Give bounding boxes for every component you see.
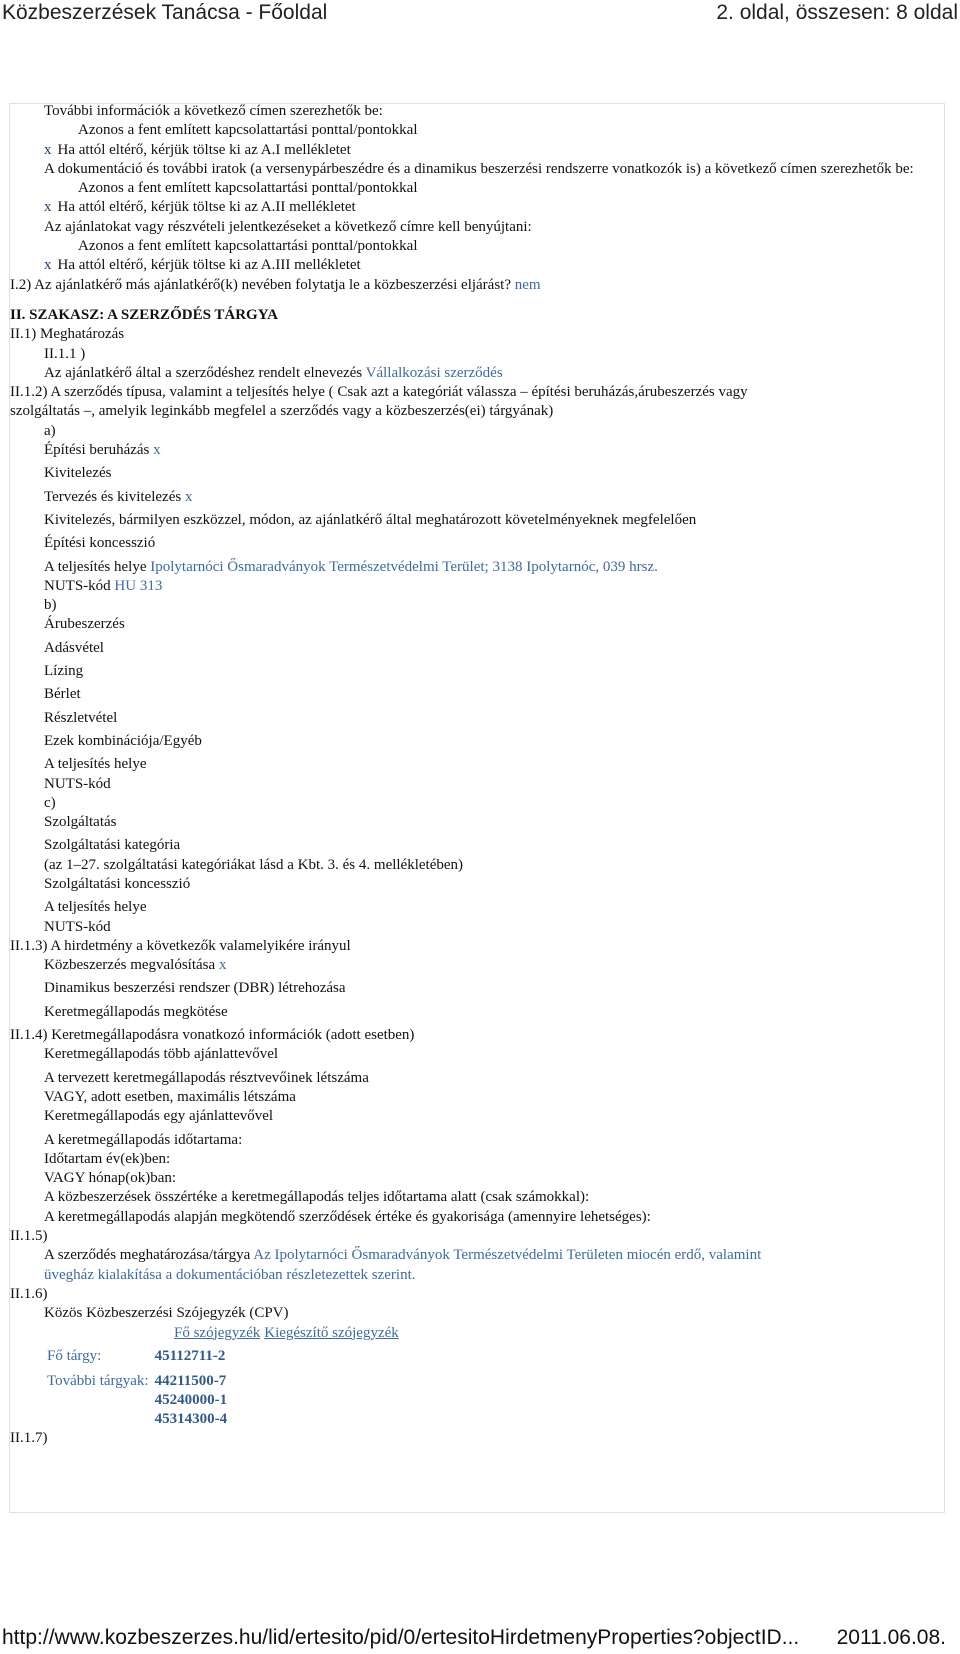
option-tervezes-kivitelezes (10, 488, 940, 507)
option-epitesi-beruhazas (10, 441, 940, 460)
document-body (10, 102, 940, 1448)
c-place-label: A teljesítés helye (44, 899, 147, 916)
b-nuts-label: NUTS-kód (44, 775, 111, 792)
diff-contact-text-3: Ha attól eltérő, kérjük töltse ki az A.III mellékletet (57, 257, 361, 274)
x-mark: x (44, 141, 52, 158)
cpv-main-code: 45112711-2 (154, 1347, 226, 1364)
a-place-label: A teljesítés helye (44, 558, 147, 575)
option-szolgaltatasi-koncesszio: Szolgáltatási koncesszió (44, 875, 191, 892)
ii16-label: Közös Közbeszerzési Szójegyzék (CPV) (44, 1305, 289, 1322)
cpv-main-label: Fő tárgy: (47, 1347, 102, 1364)
ii13-heading: II.1.3) A hirdetmény a következők valamelyikére irányul (10, 937, 351, 954)
i2-question-text: I.2) Az ajánlatkérő más ajánlatkérő(k) nevében folytatja le a közbeszerzési eljárást? (10, 276, 511, 293)
cpv-code: 45240000-1 (154, 1391, 228, 1408)
option-keretmegallapodas: Keretmegállapodás megkötése (44, 1003, 228, 1020)
ii14-letszam: A tervezett keretmegállapodás résztvevőinek létszáma (44, 1069, 369, 1086)
ii15-row (10, 1246, 940, 1265)
ii14-ev: Időtartam év(ek)ben: (44, 1150, 171, 1167)
ii15-value-2: üvegház kialakítása a dokumentációban részletezettek szerint. (44, 1266, 416, 1283)
cpv-links (10, 1324, 940, 1343)
cpv-code: 45314300-4 (154, 1410, 228, 1427)
cpv-table (44, 1347, 230, 1429)
info-intro: További információk a következő címen szerezhetők be: (44, 103, 383, 119)
option-szolgaltatas: Szolgáltatás (44, 814, 117, 831)
diff-contact-option-3 (10, 256, 940, 275)
a-place-value: Ipolytarnóci Ősmaradványok Természetvédelmi Terület; 3138 Ipolytarnóc, 039 hrsz. (150, 558, 658, 575)
ii14-idotartam: A keretmegállapodás időtartama: (44, 1131, 243, 1148)
cpv-main-row (44, 1347, 230, 1366)
footer-date: 2011.06.08. (836, 1626, 946, 1649)
ii14-vagy-max: VAGY, adott esetben, maximális létszáma (44, 1088, 296, 1105)
ii17-heading: II.1.7) (10, 1429, 48, 1446)
ii14-egy: Keretmegállapodás egy ajánlattevővel (44, 1108, 274, 1125)
ii14-honap: VAGY hónap(ok)ban: (44, 1170, 177, 1187)
browser-print-header (0, 0, 960, 30)
footer-url: http://www.kozbeszerzes.hu/lid/ertesito/pid/0/ertesitoHirdetmenyProperties?objectID... (2, 1626, 800, 1649)
a-nuts-value: HU 313 (114, 577, 163, 594)
diff-contact-text-2: Ha attól eltérő, kérjük töltse ki az A.II mellékletet (57, 199, 356, 216)
diff-contact-option-1 (10, 141, 940, 160)
ii15-label: A szerződés meghatározása/tárgya (44, 1247, 251, 1264)
category-b-label: b) (44, 597, 57, 614)
kozbeszerzes-label: Közbeszerzés megvalósítása (44, 957, 216, 974)
submit-intro: Az ajánlatokat vagy részvételi jelentkezéseket a következő címre kell benyújtani: (44, 218, 532, 235)
option-arubeszerzes: Árubeszerzés (44, 616, 125, 633)
cpv-supplementary-vocab-link[interactable]: Kiegészítő szójegyzék (264, 1324, 399, 1341)
x-mark: x (44, 257, 52, 274)
c-nuts-label: NUTS-kód (44, 918, 111, 935)
i2-question (10, 276, 940, 295)
a-nuts-label: NUTS-kód (44, 577, 111, 594)
ii15-value-1: Az Ipolytarnóci Ősmaradványok Természetvédelmi Területen miocén erdő, valamint (253, 1247, 762, 1264)
ii14-tobb: Keretmegállapodás több ajánlattevővel (44, 1046, 279, 1063)
page-indicator: 2. oldal, összesen: 8 oldal (716, 1, 958, 24)
x-mark: x (44, 199, 52, 216)
diff-contact-option-2 (10, 198, 940, 217)
cpv-code: 44211500-7 (154, 1372, 227, 1389)
category-a-label: a) (44, 422, 56, 439)
page-title: Közbeszerzések Tanácsa - Főoldal (2, 1, 328, 24)
x-mark: x (184, 488, 193, 505)
ii15-value-line-2 (10, 1266, 940, 1285)
same-contact-option-2: Azonos a fent említett kapcsolattartási ponttal/pontokkal (78, 180, 418, 197)
section-2-title: II. SZAKASZ: A SZERZŐDÉS TÁRGYA (10, 306, 279, 323)
ii11-heading: II.1.1 ) (44, 345, 86, 362)
cpv-main-vocab-link[interactable]: Fő szójegyzék (174, 1324, 261, 1341)
a-nuts-row (10, 577, 940, 596)
service-category-note: (az 1–27. szolgáltatási kategóriákat lásd a Kbt. 3. és 4. mellékletében) (44, 856, 464, 873)
option-kivitelezes: Kivitelezés (44, 465, 112, 482)
option-adasvetel: Adásvétel (44, 639, 104, 656)
docs-intro: A dokumentáció és további iratok (a versenypárbeszédre és a dinamikus beszerzési rendszerre vonatkozók is) a következő címen szerezhetők be: (44, 160, 914, 177)
i2-answer: nem (514, 276, 541, 293)
a-place-row (10, 558, 940, 577)
ii12-line-2: szolgáltatás –, amelyik leginkább megfelel a szerződés vagy a közbeszerzés(ei) tárgyának) (10, 403, 554, 420)
option-dbr: Dinamikus beszerzési rendszer (DBR) létrehozása (44, 980, 346, 997)
ii16-heading: II.1.6) (10, 1285, 48, 1302)
epitesi-beruhazas-label: Építési beruházás (44, 442, 150, 459)
tervezes-kivitelezes-label: Tervezés és kivitelezés (44, 488, 182, 505)
x-mark: x (218, 957, 227, 974)
service-category-label: Szolgáltatási kategória (44, 837, 181, 854)
diff-contact-text-1: Ha attól eltérő, kérjük töltse ki az A.I mellékletet (57, 141, 351, 158)
browser-print-footer (0, 1626, 960, 1654)
same-contact-option-3: Azonos a fent említett kapcsolattartási ponttal/pontokkal (78, 238, 418, 255)
ii1-heading: II.1) Meghatározás (10, 326, 125, 343)
option-kozbeszerzes (10, 956, 940, 975)
same-contact-option-1: Azonos a fent említett kapcsolattartási ponttal/pontokkal (78, 122, 418, 139)
cpv-more-label: További tárgyak: (47, 1372, 149, 1389)
ii11-value: Vállalkozási szerződés (365, 364, 503, 381)
ii11-label: Az ajánlatkérő által a szerződéshez rendelt elnevezés (44, 364, 363, 381)
option-kombinacio: Ezek kombinációja/Egyéb (44, 732, 202, 749)
option-lizing: Lízing (44, 663, 84, 680)
option-kivitelezes-barmilyen: Kivitelezés, bármilyen eszközzel, módon, az ajánlatkérő által meghatározott követelményeknek megfelelően (44, 511, 697, 528)
ii11-row (10, 364, 940, 383)
ii15-heading: II.1.5) (10, 1228, 48, 1245)
ii14-osszertek: A közbeszerzések összértéke a keretmegállapodás teljes időtartama alatt (csak számokkal): (44, 1189, 590, 1206)
category-c-label: c) (44, 794, 56, 811)
option-reszletvetel: Részletvétel (44, 709, 118, 726)
ii12-line-1: II.1.2) A szerződés típusa, valamint a teljesítés helye ( Csak azt a kategóriát válassza – építési beruházás,árubeszerzés vagy (10, 384, 748, 401)
ii14-heading: II.1.4) Keretmegállapodásra vonatkozó információk (adott esetben) (10, 1027, 415, 1044)
ii14-ertek: A keretmegállapodás alapján megkötendő szerződések értéke és gyakorisága (amennyire lehetséges): (44, 1208, 651, 1225)
option-epitesi-koncesszio: Építési koncesszió (44, 535, 156, 552)
x-mark: x (153, 442, 161, 459)
b-place-label: A teljesítés helye (44, 756, 147, 773)
option-berlet: Bérlet (44, 686, 81, 703)
cpv-more-codes (152, 1366, 231, 1429)
cpv-more-row (44, 1366, 230, 1429)
